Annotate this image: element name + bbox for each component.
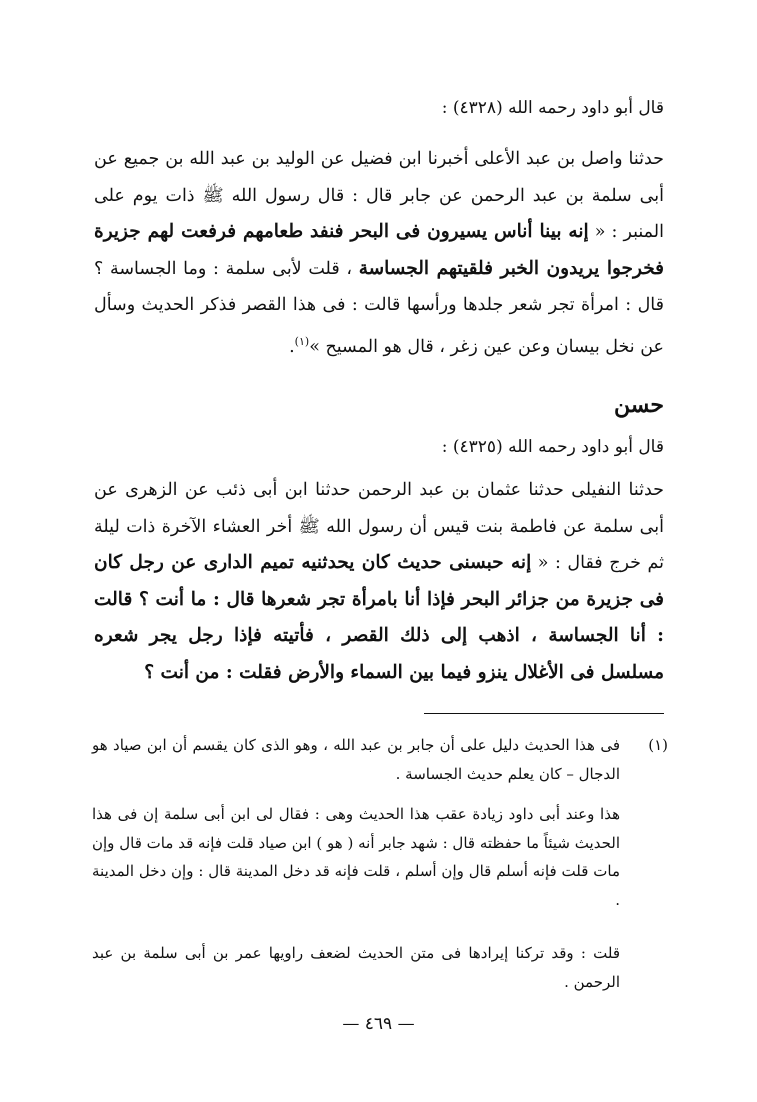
footnote-para-3: قلت : وقد تركنا إيرادها فى متن الحديث لضعف راويها عمر بن أبى سلمة بن عبد الرحمن .	[92, 944, 620, 991]
hadith1-heading: قال أبو داود رحمه الله (٤٣٢٨) :	[441, 98, 664, 118]
hadith2-heading: قال أبو داود رحمه الله (٤٣٢٥) :	[441, 437, 664, 457]
hadith-grade-title: حسن	[614, 392, 664, 418]
hadith2-isnad: حدثنا النفيلى حدثنا عثمان بن عبد الرحمن حدثنا ابن أبى ذئب عن الزهرى عن أبى سلمة عن فاطمة بنت قيس أن رسول الله ﷺ أخر العشاء الآخرة ذات ليلة ثم خرج فقال : «	[94, 480, 665, 573]
footnote-para-1: فى هذا الحديث دليل على أن جابر بن عبد الله ، وهو الذى كان يقسم أن ابن صياد هو الدجال – كان يعلم حديث الجساسة .	[92, 736, 620, 783]
hadith1-end-mark: .	[289, 336, 295, 357]
footnote-reference[interactable]: (١)	[294, 334, 310, 348]
page-number: — ٤٦٩ —	[342, 1014, 415, 1034]
footnote-divider	[424, 713, 664, 714]
footnote-para-3-block	[92, 939, 664, 996]
footnote-number: (١)	[648, 736, 668, 754]
hadith2-text	[94, 472, 664, 691]
hadith1-matn-bold: إنه بينا أناس يسيرون فى البحر فنفد طعامهم فرفعت لهم جزيرة فخرجوا يريدون الخبر فلقيتهم الجساسة	[94, 221, 664, 279]
footnote-para-2: هذا وعند أبى داود زيادة عقب هذا الحديث وهى : فقال لى ابن أبى سلمة إن فى هذا الحديث شيئاً ما حفظته قال : شهد جابر أنه ( هو ) ابن صياد قلت فإنه قد مات قال وإن مات قلت فإنه أسلم قال وإن أسلم ، قلت فإنه قد دخل المدينة قال : وإن دخل المدينة .	[92, 805, 620, 909]
hadith2-matn-bold: إنه حبسنى حديث كان يحدثنيه تميم الدارى عن رجل كان فى جزيرة من جزائر البحر فإذا أنا بامرأة تجر شعرها قال : ما أنت ؟ قالت : أنا الجساسة ، اذهب إلى ذلك القصر ، فأتيته فإذا رجل يجر شعره مسلسل فى الأغلال ينزو فيما بين السماء والأرض فقلت : من أنت ؟	[94, 552, 664, 683]
footnote-1	[92, 731, 668, 788]
footnote-para-2-block	[92, 800, 664, 914]
hadith1-isnad: حدثنا واصل بن عبد الأعلى أخبرنا ابن فضيل عن الوليد بن عبد الله بن جميع عن أبى سلمة بن عبد الرحمن عن جابر قال : قال رسول الله ﷺ ذات يوم على المنبر : «	[94, 149, 664, 242]
hadith1-continuation: ، قلت لأبى سلمة : وما الجساسة ؟ قال : امرأة تجر شعر جلدها ورأسها قالت : فى هذا القصر فذكر الحديث وسأل عن نخل بيسان وعن عين زغر ، قال هو المسيح »	[94, 258, 664, 357]
hadith1-text	[94, 141, 664, 365]
